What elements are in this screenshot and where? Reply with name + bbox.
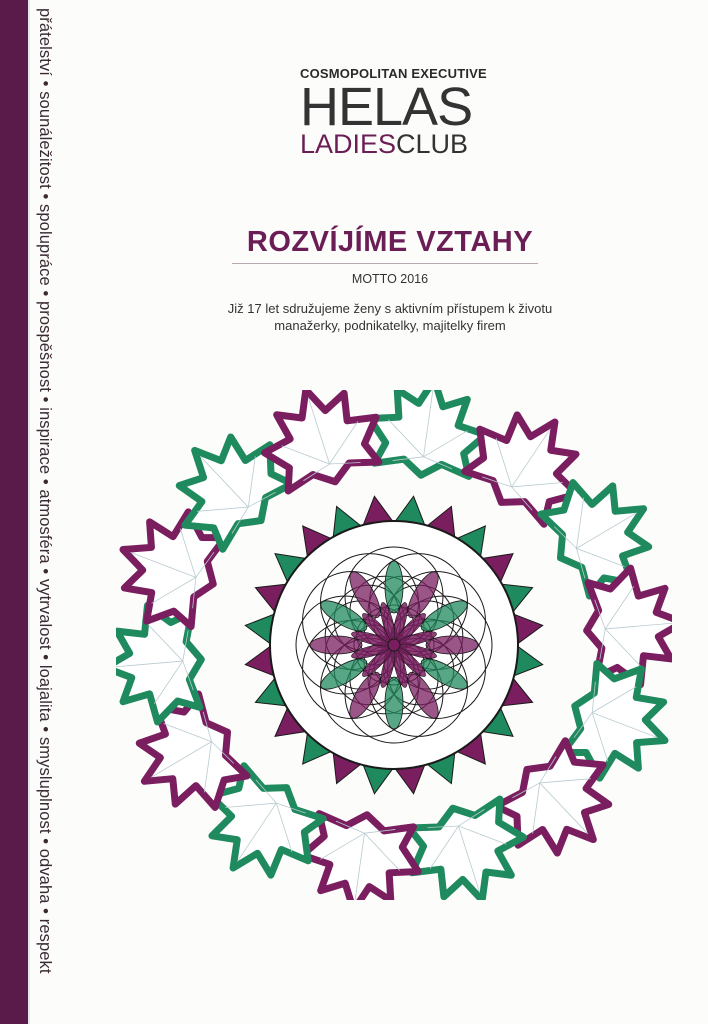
- motto-label: MOTTO 2016: [351, 272, 429, 286]
- cover-headline: ROZVÍJÍME VZTAHY: [246, 226, 534, 258]
- club-logo: [300, 66, 500, 159]
- tagline: [180, 300, 600, 334]
- spine-edge: [28, 0, 30, 1024]
- logo-ladies: LADIES: [300, 129, 397, 159]
- logo-top-line: COSMOPOLITAN EXECUTIVE: [300, 66, 487, 81]
- spine-values-text: přátelství • sounáležitost • spolupráce • prospěšnost • inspirace • atmosféra • vytrvalost • loajalita • smysluplnost • odvaha • respekt: [36, 8, 54, 974]
- logo-club: CLUB: [396, 129, 469, 159]
- headline-rule: [232, 263, 538, 264]
- spine-band: [0, 0, 28, 1024]
- tagline-line-2: manažerky, podnikatelky, majitelky firem: [274, 318, 506, 333]
- mandala-core: [245, 496, 542, 793]
- mandala-illustration: [116, 390, 672, 900]
- tagline-line-1: Již 17 let sdružujeme ženy s aktivním přístupem k životu: [227, 301, 553, 316]
- logo-main: HELAS: [300, 77, 473, 137]
